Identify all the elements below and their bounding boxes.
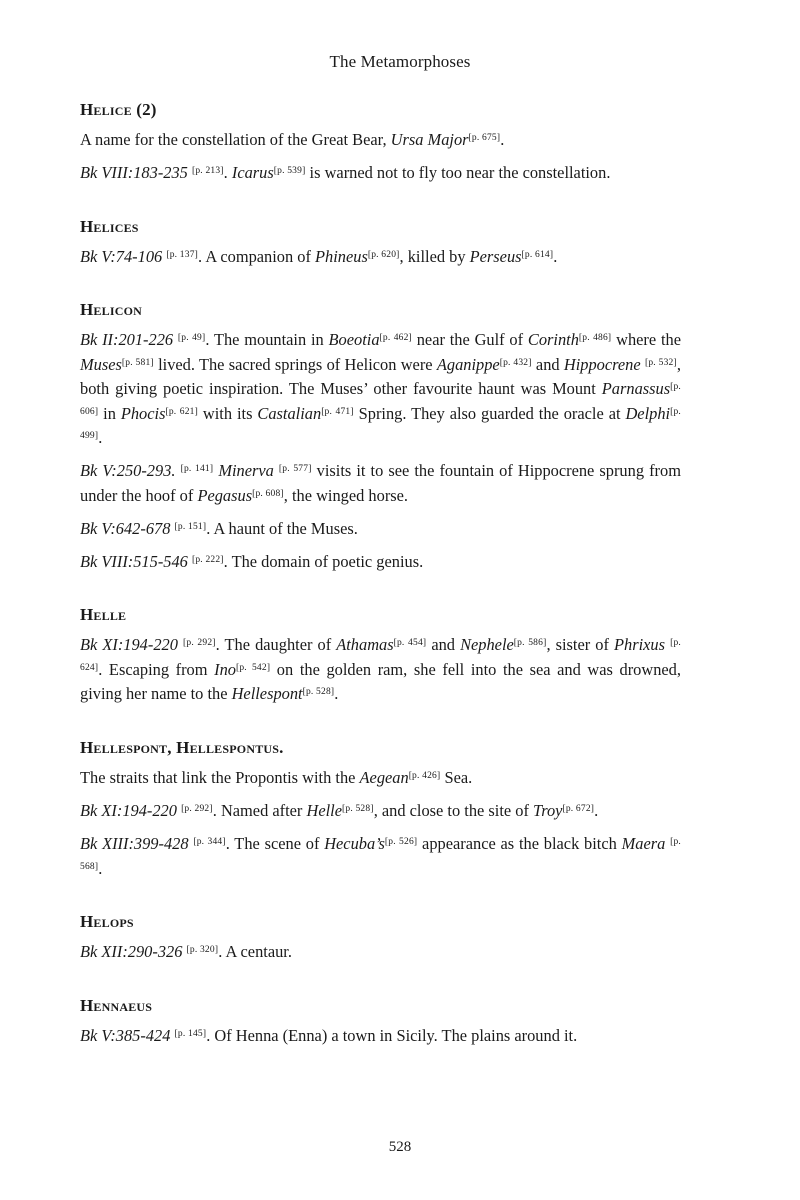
entry-paragraph — [80, 765, 681, 790]
body-text: with its — [197, 403, 258, 423]
glossary-entry — [80, 738, 681, 880]
reference-text: Helle — [306, 800, 342, 820]
reference-text: Pegasus — [197, 485, 253, 505]
body-text: . The scene of — [225, 834, 325, 854]
reference-text: Bk XI:194-220 — [80, 800, 177, 820]
page-reference: [p. 542] — [235, 662, 271, 673]
entry-title: Hennaeus — [80, 995, 153, 1015]
page-reference: [p. 539] — [273, 166, 306, 177]
entry-paragraph — [80, 516, 681, 541]
reference-text: Corinth — [527, 330, 579, 350]
page-reference: [p. 49] — [177, 333, 206, 344]
entry-paragraph — [80, 632, 681, 706]
reference-text: Athamas — [336, 635, 394, 655]
body-text: A name for the constellation of the Great Bear, — [80, 130, 391, 149]
page-reference: [p. 151] — [174, 521, 207, 532]
body-text: in — [98, 403, 121, 423]
reference-text: Phineus — [315, 246, 368, 266]
entry-paragraph — [80, 458, 681, 507]
glossary-entry — [80, 300, 681, 573]
reference-text: Parnassus — [601, 379, 671, 399]
page-reference: [p. 141] — [180, 464, 214, 475]
page-reference: [p. 621] — [165, 406, 198, 417]
reference-text: Icarus — [231, 163, 274, 183]
body-text: . — [594, 800, 599, 820]
reference-text: Muses — [80, 354, 122, 374]
page-reference: [p. 672] — [562, 803, 595, 814]
reference-text: Ursa Major — [390, 130, 469, 149]
reference-text: Hellespont — [231, 684, 303, 704]
body-text: . Named after — [212, 800, 307, 820]
body-text: and — [426, 635, 461, 655]
reference-text: Aganippe — [436, 354, 500, 374]
reference-text: Hippocrene — [563, 354, 641, 374]
reference-text: Bk XI:194-220 — [80, 635, 178, 655]
reference-text: Boeotia — [328, 330, 380, 350]
page-reference: [p. 577] — [278, 464, 312, 475]
body-text: , and close to the site of — [373, 800, 533, 820]
body-text: . Escaping from — [98, 659, 215, 679]
glossary-entry — [80, 996, 681, 1048]
page-reference: [p. 137] — [166, 249, 199, 260]
glossary-entry — [80, 912, 681, 964]
reference-text: Hecuba’s — [324, 834, 385, 854]
reference-text: Bk VIII:183-235 — [80, 163, 188, 183]
entry-paragraph — [80, 939, 681, 964]
page-reference: [p. 526] — [384, 837, 418, 848]
body-text: . A haunt of the Muses. — [206, 518, 358, 538]
body-text: , the winged horse. — [283, 485, 409, 505]
reference-text: Bk XII:290-326 — [80, 942, 183, 962]
entry-paragraph — [80, 549, 681, 574]
body-text: . The mountain in — [205, 330, 329, 350]
reference-text: Phocis — [120, 403, 166, 423]
body-text: , killed by — [399, 246, 470, 266]
reference-text: Delphi — [625, 403, 671, 423]
page-reference: [p. 320] — [186, 945, 219, 956]
body-text: lived. The sacred springs of Helicon were — [153, 354, 437, 374]
page-reference: [p. 620] — [367, 249, 400, 260]
page-reference: [p. 292] — [181, 803, 213, 814]
body-text: . — [98, 858, 103, 878]
body-text: . A centaur. — [218, 942, 292, 962]
reference-text: Castalian — [257, 403, 322, 423]
body-text: visits it to see the fountain of Hippocrene sprung from under the hoof of — [80, 461, 681, 505]
entry-title: Helice (2) — [80, 100, 157, 119]
entry-paragraph — [80, 327, 681, 450]
body-text: . The daughter of — [215, 635, 337, 655]
body-text: and — [531, 354, 564, 374]
page-header: The Metamorphoses — [329, 52, 471, 71]
reference-text: Phrixus — [614, 635, 665, 655]
page-reference: [p. 499] — [80, 406, 681, 442]
entry-title: Helices — [80, 216, 139, 236]
page-reference: [p. 528] — [342, 803, 374, 814]
page-reference: [p. 486] — [578, 333, 612, 344]
page-reference: [p. 532] — [644, 357, 677, 368]
page-reference: [p. 568] — [80, 837, 681, 872]
glossary-entry — [80, 100, 681, 185]
body-text: is warned not to fly too near the constellation. — [305, 163, 611, 183]
page-reference: [p. 213] — [191, 166, 224, 177]
page-reference: [p. 462] — [379, 333, 412, 344]
reference-text: Minerva — [218, 461, 274, 481]
glossary-entry — [80, 605, 681, 706]
reference-text: Troy — [533, 800, 563, 820]
reference-text: Nephele — [460, 635, 514, 655]
page-reference: [p. 454] — [393, 638, 427, 649]
body-text: where the — [611, 330, 681, 350]
entry-paragraph — [80, 244, 681, 269]
glossary-entry — [80, 217, 681, 269]
body-text: . Of Henna (Enna) a town in Sicily. The plains around it. — [206, 1025, 578, 1045]
page-reference: [p. 426] — [408, 770, 441, 781]
reference-text: Aegean — [359, 767, 409, 787]
reference-text: Bk V:642-678 — [80, 518, 171, 538]
reference-text: Bk XIII:399-428 — [80, 834, 189, 854]
page-reference: [p. 586] — [513, 638, 547, 649]
body-text: . — [334, 684, 339, 704]
body-text: , sister of — [546, 635, 614, 655]
reference-text: Ino — [214, 659, 236, 679]
page-reference: [p. 471] — [321, 406, 354, 417]
page-reference: [p. 222] — [191, 554, 224, 565]
reference-text: Maera — [621, 834, 666, 854]
body-text: near the Gulf of — [411, 330, 528, 350]
reference-text: Bk VIII:515-546 — [80, 551, 188, 571]
page-reference: [p. 606] — [80, 382, 681, 417]
reference-text: Bk II:201-226 — [80, 330, 174, 350]
page-reference: [p. 614] — [521, 249, 554, 260]
page-reference: [p. 608] — [252, 488, 284, 499]
body-text: . A companion of — [198, 246, 316, 266]
reference-text: Bk V:250-293. — [80, 461, 176, 481]
entry-title: Hellespont, Hellespontus. — [80, 737, 284, 757]
entry-title: Helops — [80, 912, 134, 932]
entry-paragraph — [80, 160, 681, 185]
glossary-content — [80, 100, 681, 1079]
body-text: The straits that link the Propontis with the — [80, 767, 360, 787]
reference-text: Perseus — [469, 246, 522, 266]
body-text: . — [223, 163, 232, 183]
page-reference: [p. 581] — [121, 357, 154, 368]
entry-paragraph — [80, 798, 681, 823]
page-reference: [p. 624] — [80, 638, 681, 673]
reference-text: Bk V:74-106 — [80, 246, 163, 266]
body-text: on the golden ram, she fell into the sea and was drowned, giving her name to the — [80, 659, 681, 704]
entry-paragraph — [80, 1023, 681, 1048]
page-reference: [p. 344] — [193, 837, 226, 848]
body-text: , both giving poetic inspiration. The Muses’ other favourite haunt was Mount — [80, 354, 681, 399]
page-reference: [p. 145] — [174, 1028, 207, 1039]
entry-paragraph — [80, 127, 681, 152]
reference-text: Bk V:385-424 — [80, 1025, 171, 1045]
entry-paragraph — [80, 831, 681, 880]
page-number: 528 — [388, 1139, 412, 1155]
body-text: . — [500, 130, 505, 149]
body-text: . — [553, 246, 558, 266]
page-reference: [p. 675] — [468, 133, 501, 143]
body-text: Spring. They also guarded the oracle at — [353, 403, 626, 423]
body-text: . — [98, 428, 103, 448]
body-text: . The domain of poetic genius. — [223, 551, 424, 571]
entry-title: Helicon — [80, 300, 142, 320]
page-reference: [p. 528] — [302, 687, 335, 698]
body-text: Sea. — [440, 767, 473, 787]
page-reference: [p. 432] — [499, 357, 532, 368]
page-reference: [p. 292] — [183, 638, 216, 649]
entry-title: Helle — [80, 605, 127, 625]
body-text: appearance as the black bitch — [417, 834, 622, 854]
